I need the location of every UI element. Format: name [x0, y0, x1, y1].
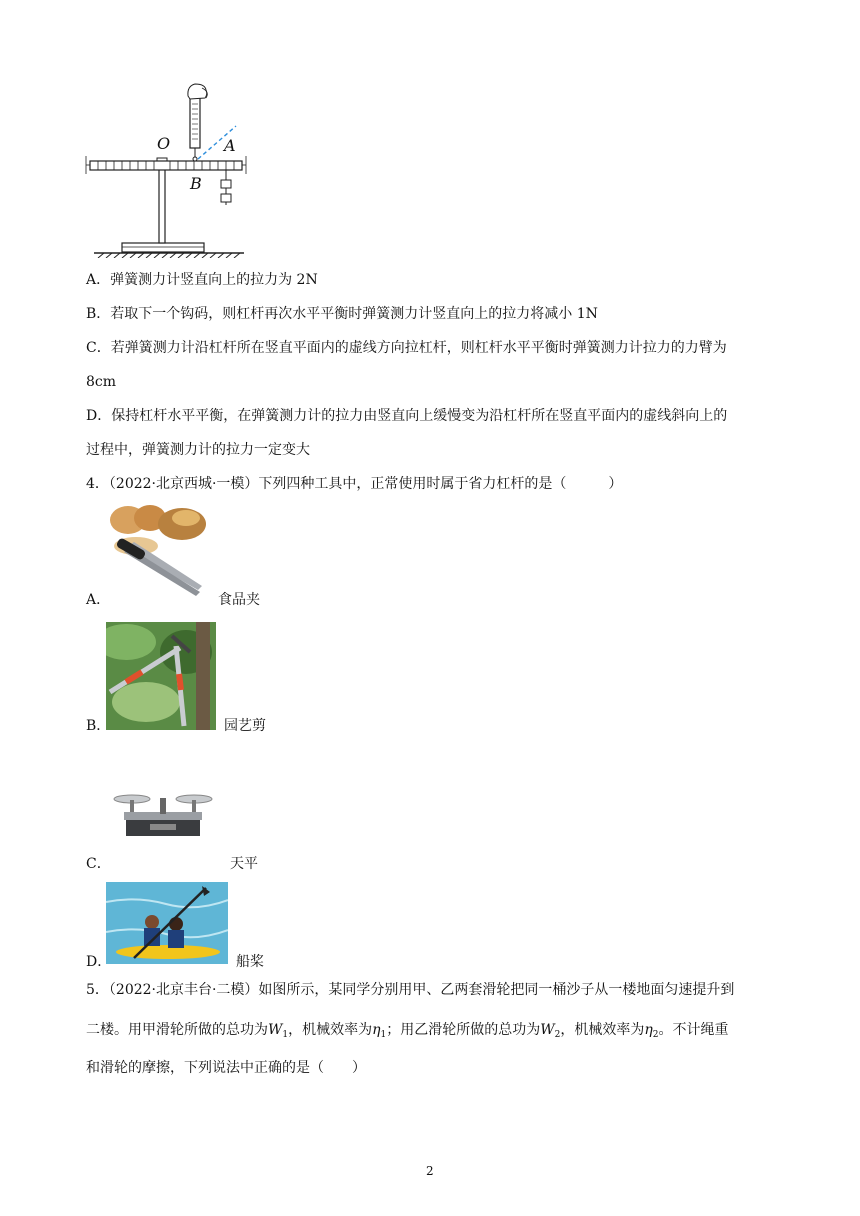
q3-option-d-line1: D．保持杠杆水平平衡，在弹簧测力计的拉力由竖直向上缓慢变为沿杠杆所在竖直平面内的虚线斜向上的 [86, 408, 728, 424]
label-O: O [157, 134, 171, 153]
q4-choice-c-letter: C． [86, 856, 111, 872]
page-number: 2 [426, 1164, 434, 1178]
q4-choice-a-caption: 食品夹 [218, 592, 260, 608]
q4-choice-c-caption: 天平 [230, 856, 258, 872]
q5-sub-2a: 2 [554, 1030, 561, 1040]
kayak-paddle-image [106, 882, 228, 964]
q5-symbol-w1: W [268, 1022, 283, 1038]
q5-line2-d: ，机械效率为 [560, 1022, 645, 1038]
q5-sub-1b: 1 [380, 1030, 387, 1040]
q4-choice-d-letter: D． [86, 954, 112, 970]
label-A: A [224, 136, 236, 155]
q4-choice-b-caption: 园艺剪 [224, 718, 266, 734]
lever-diagram-svg [84, 82, 254, 258]
q5-line2-e: 。不计绳重 [658, 1022, 729, 1038]
q4-choice-b-letter: B． [86, 718, 111, 734]
balance-scale-image [110, 790, 216, 842]
q3-option-c-line1: C．若弹簧测力计沿杠杆所在竖直平面内的虚线方向拉杠杆，则杠杆水平平衡时弹簧测力计拉力的力臂为 [86, 340, 727, 356]
food-tongs-image [106, 502, 210, 604]
q3-option-d-line2: 过程中，弹簧测力计的拉力一定变大 [86, 442, 310, 458]
q5-symbol-eta1: η [372, 1022, 381, 1038]
q5-symbol-eta2: η [644, 1022, 653, 1038]
q5-line2-a: 二楼。用甲滑轮所做的总功为 [86, 1022, 268, 1038]
q3-option-a: A．弹簧测力计竖直向上的拉力为 2N [86, 272, 318, 288]
q5-symbol-w2: W [540, 1022, 555, 1038]
label-B: B [190, 174, 202, 193]
lever-diagram [84, 82, 254, 258]
q3-option-b: B．若取下一个钩码，则杠杆再次水平平衡时弹簧测力计竖直向上的拉力将减小 1N [86, 306, 598, 322]
q4-choice-a-letter: A． [86, 592, 111, 608]
q5-line2-b: ，机械效率为 [288, 1022, 373, 1038]
q5-sub-2b: 2 [652, 1030, 659, 1040]
q5-line1: 5．（2022·北京丰台·二模）如图所示，某同学分别用甲、乙两套滑轮把同一桶沙子从一楼地面匀速提升到 [86, 982, 735, 998]
q4-stem: 4．（2022·北京西城·一模）下列四种工具中，正常使用时属于省力杠杆的是（ ） [86, 476, 623, 492]
q5-line2 [86, 1020, 729, 1045]
q5-line2-c: ；用乙滑轮所做的总功为 [386, 1022, 541, 1038]
q5-sub-1a: 1 [282, 1030, 289, 1040]
q4-choice-d-caption: 船桨 [236, 954, 264, 970]
q3-option-c-line2: 8cm [86, 374, 117, 390]
garden-shears-image [106, 622, 216, 730]
q5-line3: 和滑轮的摩擦，下列说法中正确的是（ ） [86, 1060, 366, 1076]
